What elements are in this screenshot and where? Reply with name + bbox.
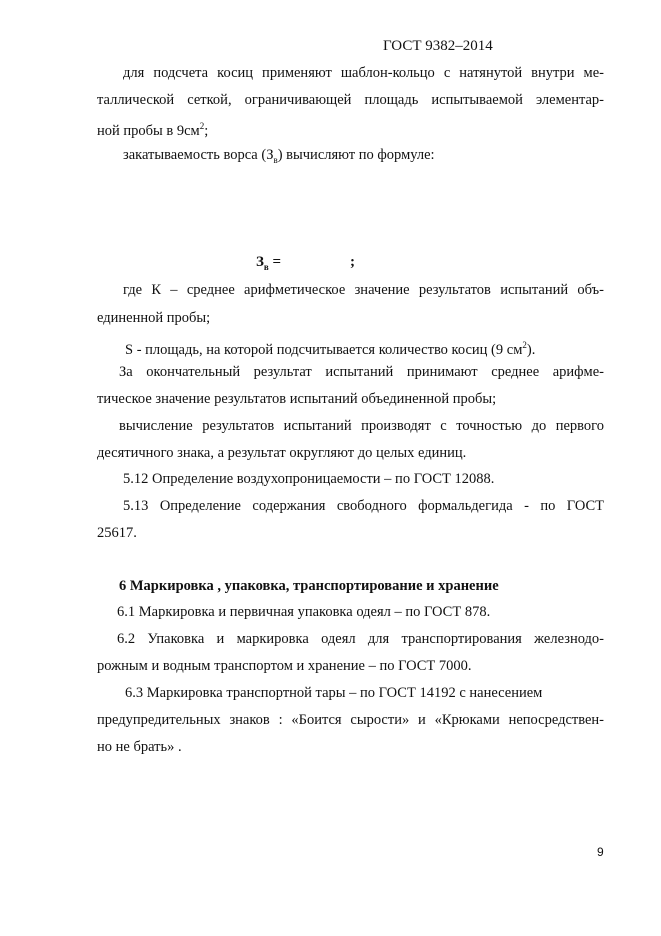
text: ) вычисляют по формуле: — [277, 147, 435, 163]
formula-semicolon: ; — [350, 254, 355, 270]
text: закатываемость ворса (З — [123, 147, 274, 163]
text: ной пробы в 9см — [97, 122, 200, 139]
formula — [256, 254, 281, 272]
paragraph-line: предупредительных знаков : «Боится сырости» и «Крюками непосредствен- — [97, 712, 604, 728]
paragraph-line: единенной пробы; — [97, 310, 211, 326]
subscript: в — [273, 154, 278, 165]
text: ). — [526, 341, 536, 358]
paragraph-line: но не брать» . — [97, 739, 182, 755]
paragraph-line: 5.13 Определение содержания свободного формальдегида - по ГОСТ — [123, 498, 604, 514]
paragraph-line: вычисление результатов испытаний производят с точностью до первого — [119, 418, 604, 434]
paragraph-line — [97, 117, 604, 140]
formula-lhs: З — [256, 254, 264, 270]
text: ; — [204, 122, 209, 139]
formula-subscript: в — [263, 262, 269, 272]
paragraph-line: 6.1 Маркировка и первичная упаковка одеял – по ГОСТ 878. — [117, 604, 491, 620]
paragraph-line: 6.2 Упаковка и маркировка одеял для транспортирования железнодо- — [117, 631, 604, 647]
paragraph-line: таллической сеткой, ограничивающей площадь испытываемой элементар- — [97, 92, 604, 108]
paragraph-line: 5.12 Определение воздухопроницаемости – по ГОСТ 12088. — [123, 471, 495, 487]
superscript: 2 — [522, 340, 527, 350]
paragraph-line — [97, 336, 604, 359]
paragraph-line: тическое значение результатов испытаний объединенной пробы; — [97, 391, 497, 407]
formula-equals: = — [268, 254, 282, 270]
superscript: 2 — [199, 121, 205, 131]
paragraph-line: десятичного знака, а результат округляют до целых единиц. — [97, 445, 467, 461]
document-header: ГОСТ 9382–2014 — [383, 38, 493, 54]
paragraph-line — [97, 146, 604, 169]
paragraph-line: где К – среднее арифметическое значение результатов испытаний объ- — [123, 282, 604, 298]
section-heading: 6 Маркировка , упаковка, транспортирование и хранение — [119, 578, 499, 594]
text: S - площадь, на которой подсчитывается количество косиц (9 см — [125, 341, 523, 358]
paragraph-line: рожным и водным транспортом и хранение – по ГОСТ 7000. — [97, 658, 472, 674]
paragraph-line: 25617. — [97, 525, 137, 541]
page-number: 9 — [597, 845, 604, 859]
paragraph-line: для подсчета косиц применяют шаблон-кольцо с натянутой внутри ме- — [123, 65, 604, 81]
paragraph-line: 6.3 Маркировка транспортной тары – по ГОСТ 14192 с нанесением — [125, 685, 543, 701]
paragraph-line: За окончательный результат испытаний принимают среднее арифме- — [119, 364, 604, 380]
